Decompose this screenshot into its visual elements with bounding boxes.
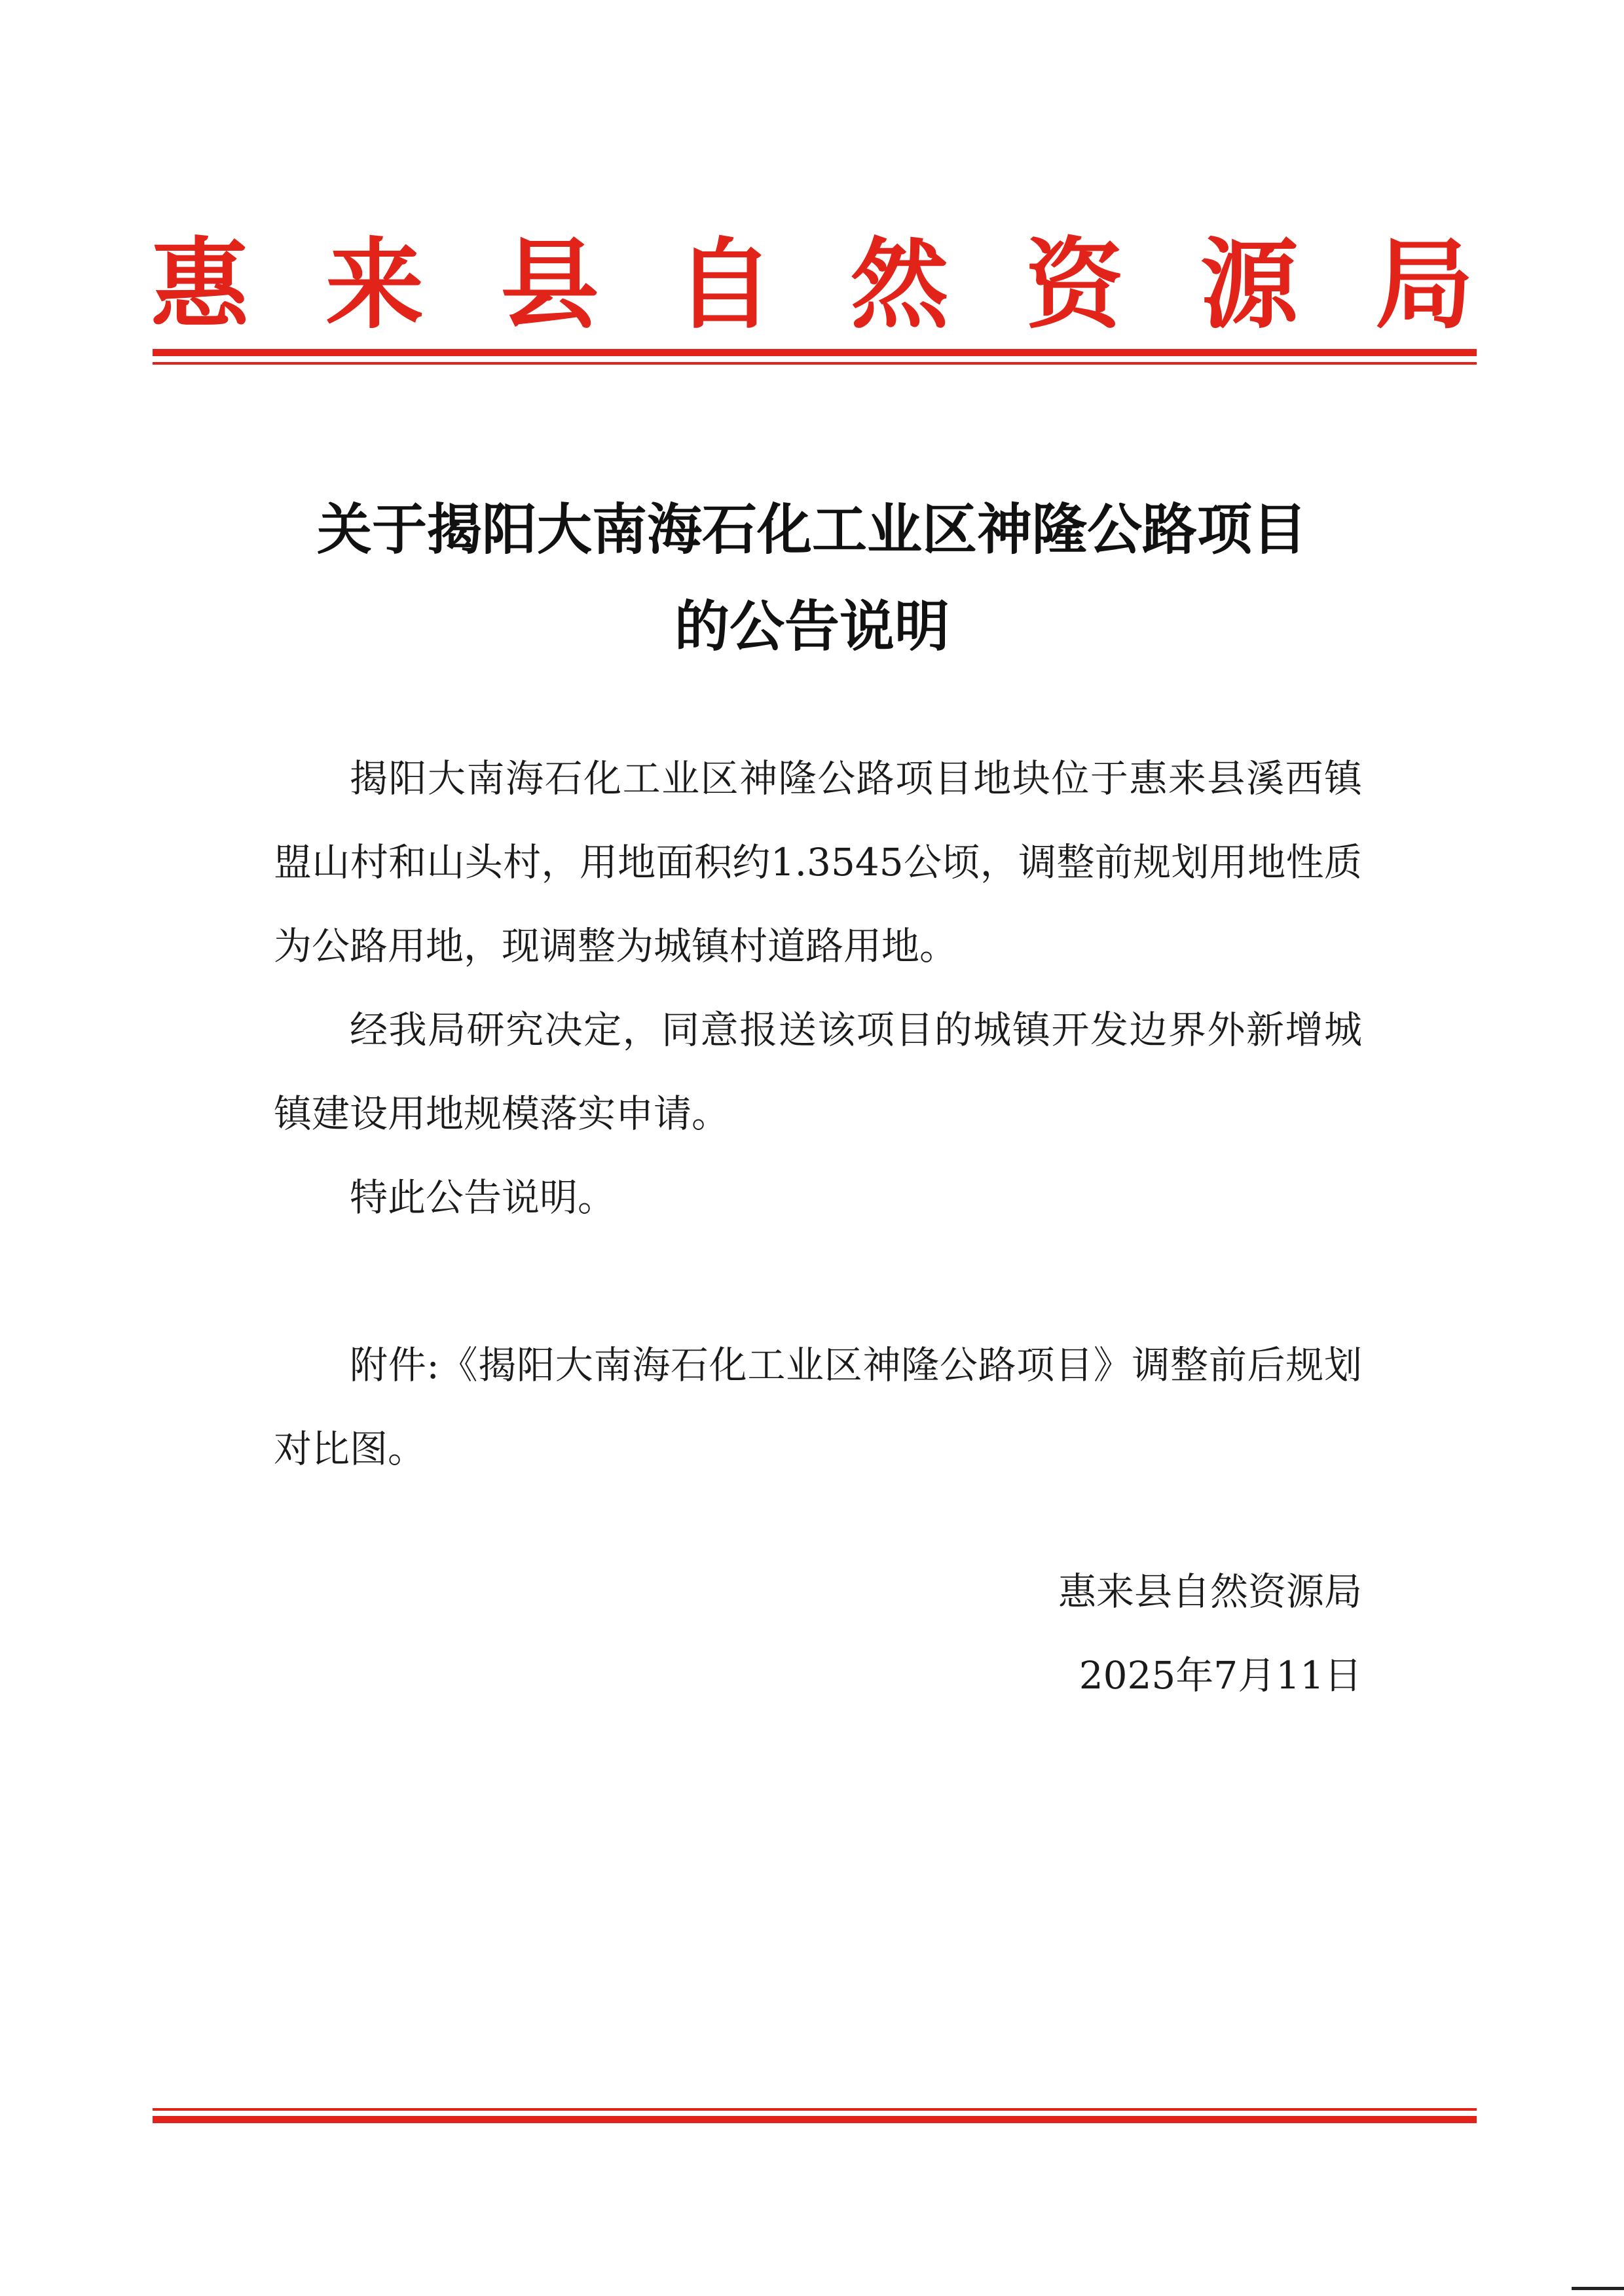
document-body: [274, 737, 1362, 1491]
document-title-line2: 的公告说明: [674, 594, 950, 659]
corner-mark: [1572, 2287, 1624, 2290]
document-title: [196, 481, 1428, 675]
signature-date: 2025年7月11日: [1079, 1653, 1362, 1698]
header-rule-thick: [153, 349, 1477, 356]
agency-header: 惠来县自然资源局: [151, 227, 1473, 342]
body-paragraph-2: 经我局研究决定，同意报送该项目的城镇开发边界外新增城镇建设用地规模落实申请。: [274, 1008, 1362, 1136]
signature-block: [1058, 1550, 1362, 1717]
body-paragraph-3: 特此公告说明。: [350, 1175, 616, 1220]
body-spacer: [274, 1239, 1362, 1323]
attachment-note: 附件:《揭阳大南海石化工业区神隆公路项目》调整前后规划对比图。: [274, 1343, 1362, 1471]
document-title-line1: 关于揭阳大南海石化工业区神隆公路项目: [316, 498, 1307, 562]
header-rule-thin: [153, 362, 1477, 365]
footer-rule-thin: [153, 2108, 1477, 2111]
body-paragraph-1: 揭阳大南海石化工业区神隆公路项目地块位于惠来县溪西镇盟山村和山头村，用地面积约1.3545公顷，调整前规划用地性质为公路用地，现调整为城镇村道路用地。: [274, 756, 1362, 968]
footer-rule-thick: [153, 2116, 1477, 2123]
signature-issuer: 惠来县自然资源局: [1058, 1569, 1362, 1614]
